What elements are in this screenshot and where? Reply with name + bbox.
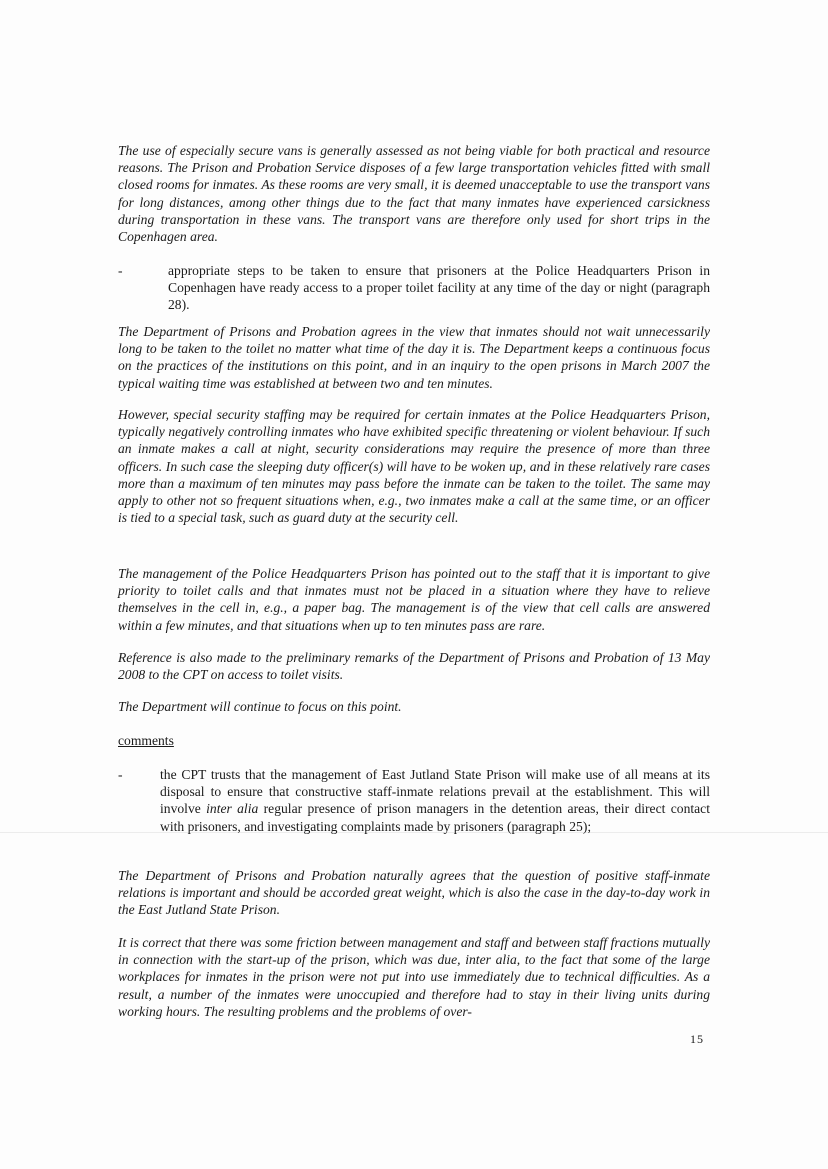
bullet-staff-inmate (118, 766, 710, 854)
paragraph-secure-vans: The use of especially secure vans is generally assessed as not being viable for both practical and resource reasons. The Prison and Probation Service disposes of a few large transportation vehicles fitted with small closed rooms for inmates. As these rooms are very small, it is deemed unacceptable to use the transport vans for long distances, among other things due to the fact that many inmates have experienced carsickness during transportation in these vans. The transport vans are therefore only used for short trips in the Copenhagen area. (118, 143, 710, 245)
bullet-text-part: regular presence of prison managers in the detention areas, their direct contact with prisoners, and investigating complaints made by prisoners (paragraph 25); (160, 801, 710, 834)
paragraph-reference: Reference is also made to the preliminary remarks of the Department of Prisons and Probation of 13 May 2008 to the CPT on access to toilet visits. (118, 650, 710, 683)
paragraph-department-agrees: The Department of Prisons and Probation agrees in the view that inmates should not wait unnecessarily long to be taken to the toilet no matter what time of the day it is. The Department keeps a continuous focus on the practices of the institutions on this point, and in an inquiry to the open prisons in March 2007 the typical waiting time was established at between two and ten minutes. (118, 324, 710, 391)
bullet-marker: - (118, 767, 123, 782)
paragraph-friction: It is correct that there was some friction between management and staff and between staff fractions mutually in connection with the start-up of the prison, which was due, inter alia, to the fact that some of the large workplaces for inmates in the prison were not put into use immediately due to technical difficulties. As a result, a number of the inmates were unoccupied and therefore had to stay in their living units during working hours. The resulting problems and the problems of over- (118, 935, 710, 1019)
page-number: 15 (690, 1032, 704, 1046)
bullet-toilet-access (118, 262, 710, 314)
paragraph-positive-relations: The Department of Prisons and Probation naturally agrees that the question of positive staff-inmate relations is important and should be accorded great weight, which is also the case in the day-to-day work in the East Jutland State Prison. (118, 868, 710, 918)
bullet-marker: - (118, 263, 123, 278)
bullet-text-italic: inter alia (206, 801, 259, 817)
paragraph-special-security: However, special security staffing may be required for certain inmates at the Police Headquarters Prison, typically negatively controlling inmates who have exhibited specific threatening or violent behaviour. If such an inmate makes a call at night, security considerations may require the presence of more than three officers. In such case the sleeping duty officer(s) will have to be woken up, and in these relatively rare cases more than a maximum of ten minutes may pass before the inmate can be taken to the toilet. The same may apply to other not so frequent situations when, e.g., two inmates make a call at the same time, or an officer is tied to a special task, such as guard duty at the security cell. (118, 407, 710, 526)
paragraph-management-priority: The management of the Police Headquarters Prison has pointed out to the staff that it is important to give priority to toilet calls and that inmates must not be placed in a situation where they have to relieve themselves in the cell in, e.g., a paper bag. The management is of the view that cell calls are answered within a few minutes, and that situations when up to ten minutes pass are rare. (118, 566, 710, 633)
paragraph-continue-focus: The Department will continue to focus on this point. (118, 699, 402, 714)
bullet-toilet-access-text: appropriate steps to be taken to ensure that prisoners at the Police Headquarters Prison in Copenhagen have ready access to a proper toilet facility at any time of the day or night (paragraph 28). (168, 263, 710, 313)
bullet-staff-inmate-text (160, 766, 710, 835)
bullet-text-part: the CPT trusts that the management of East Jutland State Prison will make use of all means at its disposal to ensure that constructive staff-inmate relations prevail at the establishment. This will involve (160, 767, 710, 817)
comments-heading: comments (118, 733, 174, 748)
